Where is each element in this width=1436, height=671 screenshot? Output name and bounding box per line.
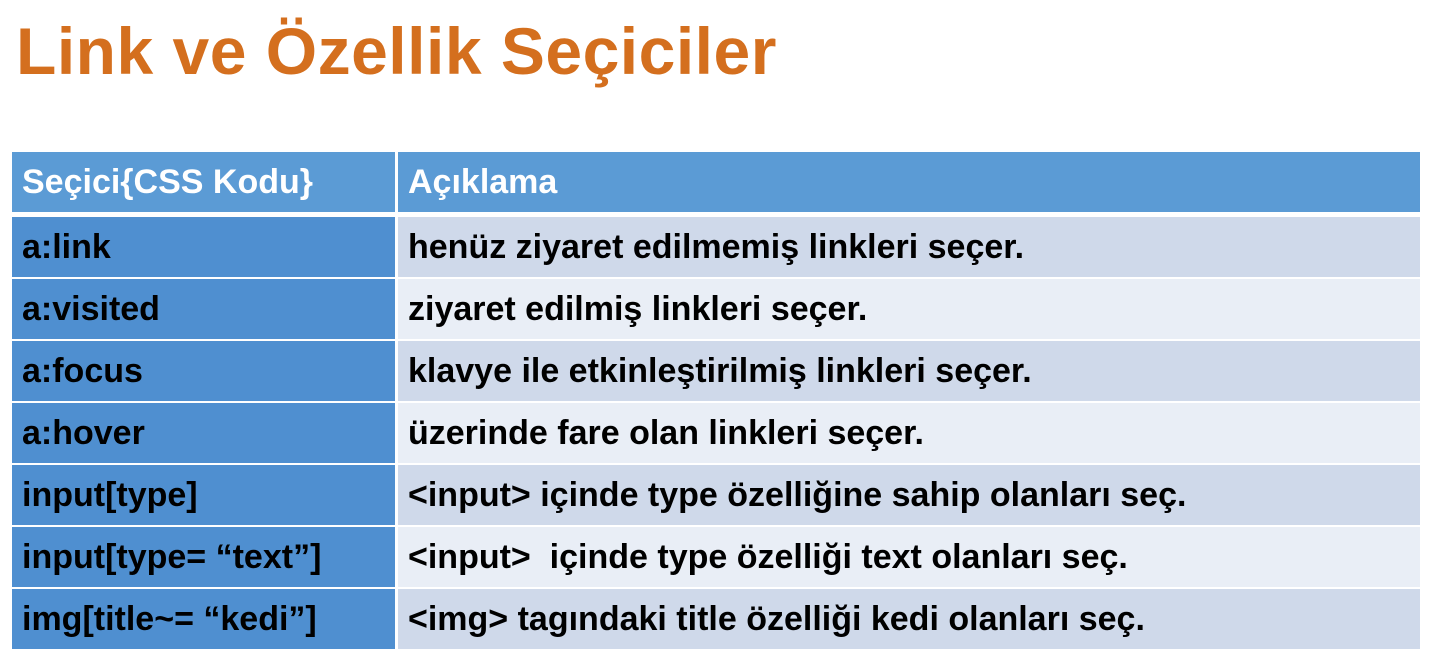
table-row bbox=[12, 215, 1420, 277]
table-row bbox=[12, 277, 1420, 339]
table-row bbox=[12, 339, 1420, 401]
selector-cell: input[type= “text”] bbox=[12, 525, 398, 587]
selector-cell: a:link bbox=[12, 215, 398, 277]
table-row bbox=[12, 463, 1420, 525]
selector-cell: a:hover bbox=[12, 401, 398, 463]
description-cell: <img> tagındaki title özelliği kedi olanları seç. bbox=[398, 587, 1420, 649]
table-row bbox=[12, 587, 1420, 649]
selector-cell: img[title~= “kedi”] bbox=[12, 587, 398, 649]
header-selector: Seçici{CSS Kodu} bbox=[12, 152, 398, 215]
description-cell: <input> içinde type özelliğine sahip olanları seç. bbox=[398, 463, 1420, 525]
header-description: Açıklama bbox=[398, 152, 1420, 215]
slide-title: Link ve Özellik Seçiciler bbox=[16, 14, 777, 88]
table-header-row bbox=[12, 152, 1420, 215]
selector-cell: input[type] bbox=[12, 463, 398, 525]
table-row bbox=[12, 525, 1420, 587]
selector-cell: a:focus bbox=[12, 339, 398, 401]
description-cell: ziyaret edilmiş linkleri seçer. bbox=[398, 277, 1420, 339]
description-cell: henüz ziyaret edilmemiş linkleri seçer. bbox=[398, 215, 1420, 277]
selector-table bbox=[12, 152, 1420, 649]
selector-cell: a:visited bbox=[12, 277, 398, 339]
description-cell: klavye ile etkinleştirilmiş linkleri seçer. bbox=[398, 339, 1420, 401]
table-row bbox=[12, 401, 1420, 463]
description-cell: <input> içinde type özelliği text olanları seç. bbox=[398, 525, 1420, 587]
description-cell: üzerinde fare olan linkleri seçer. bbox=[398, 401, 1420, 463]
